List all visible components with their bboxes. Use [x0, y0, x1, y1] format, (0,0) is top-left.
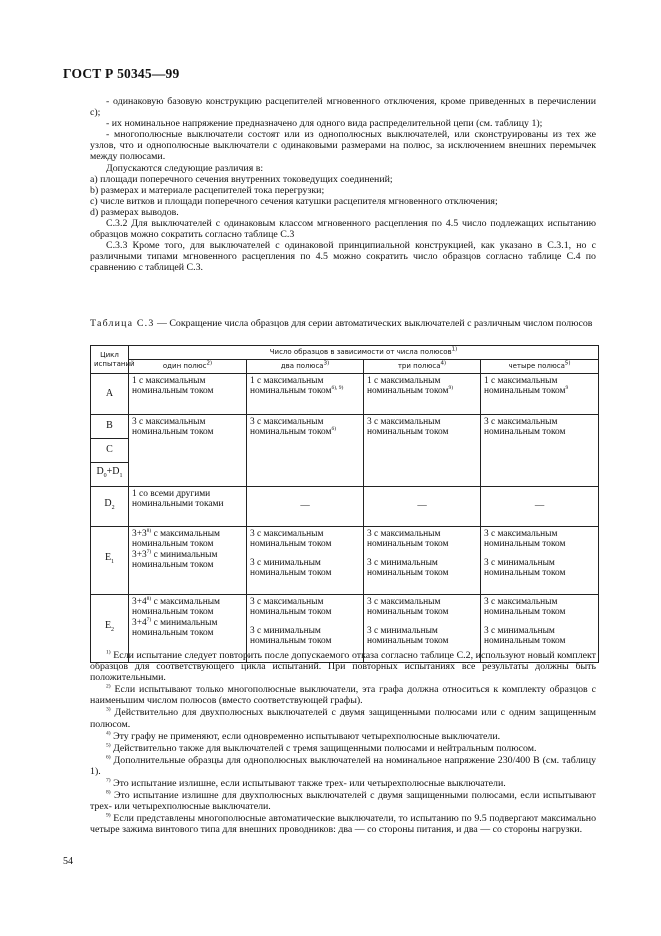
table-cell: 3 с максимальным номинальным током — [364, 415, 481, 487]
table-cell: 1 с максимальным номинальным током$^{6), 9)}$ — [247, 374, 364, 415]
footnote: $^{8)}$ Это испытание излишне для двухполюсных выключателей с двумя защищенными полюсами, если испытывают трех- или четырехполюсные выключатели. — [90, 789, 596, 813]
standard-header: ГОСТ Р 50345—99 — [63, 66, 180, 81]
table-row — [91, 415, 599, 439]
footnote: $^{3)}$ Действительно для двухполюсных выключателей с двумя защищенными полюсами или с одним защищенным полюсом. — [90, 707, 597, 730]
header-four-poles: четыре полюса$^{5)}$ — [481, 360, 599, 374]
difference-item: с) числе витков и площади поперечного сечения катушки расцепителя мгновенного отключения; — [90, 195, 498, 207]
footnote: $^{6)}$ Дополнительные образцы для однополюсных выключателей на номинальное напряжение 230/400 В (см. таблицу 1). — [90, 754, 597, 777]
table-cell: 3 с максимальным номинальным током$^{6)}$ — [247, 415, 364, 487]
table-cell: 3 с максимальным номинальным током 3 с минимальным номинальным током — [481, 527, 599, 595]
table-caption-label: Таблица С.3 — [90, 318, 155, 329]
header-two-poles: два полюса$^{3)}$ — [247, 360, 364, 374]
table-cell: 1 со всеми другими номинальными токами — [129, 487, 247, 527]
cycle-cell: $E_2$ — [91, 595, 129, 663]
table-cell: — — [481, 487, 599, 527]
samples-table — [90, 345, 599, 663]
table-row — [91, 374, 599, 415]
footnote: $^{4)}$ Эту графу не применяют, если одновременно испытывают четырехполюсные выключатели. — [106, 730, 501, 742]
clause-c33: С.3.3 Кроме того, для выключателей с одинаковой принципиальной конструкцией, как указано в С.3.1, но с различными типами мгновенного расцепления по 4.5 можно сократить число образцов согласно таблице С.4 по сравнению с таблицей С.3. — [90, 240, 596, 274]
table-cell: 3 с максимальным номинальным током 3 с минимальным номинальным током — [481, 595, 599, 663]
difference-item: b) размерах и материале расцепителей тока перегрузки; — [90, 184, 325, 196]
footnote: $^{1)}$ Если испытание следует повторить после допускаемого отказа согласно таблице С.2, используют новый комплект образцов для соответствующего цикла испытаний. При повторных испытаниях все результаты должны быть положительными. — [90, 649, 596, 684]
footnote: $^{2)}$ Если испытывают только многополюсные выключатели, эта графа должна относиться к комплекту образцов с наименьшим числом полюсов (вместо соответствующей графы). — [90, 683, 597, 707]
table-header-row — [91, 346, 599, 360]
table-caption-text: — Сокращение числа образцов для серии автоматических выключателей с различным числом полюсов — [154, 318, 593, 329]
table-cell: $3+4^{8)}$ с максимальным номинальным током $3+4^{7)}$ с минимальным номинальным током — [129, 595, 247, 663]
cycle-cell: $D_0+D_1$ — [91, 463, 129, 487]
difference-item: а) площади поперечного сечения внутренних токоведущих соединений; — [90, 173, 393, 185]
table-cell: — — [247, 487, 364, 527]
table-cell: 1 с максимальным номинальным током$^9$ — [481, 374, 599, 415]
table-cell: 1 с максимальным номинальным током — [129, 374, 247, 415]
page-number: 54 — [63, 856, 73, 867]
list-item: - их номинальное напряжение предназначено для одного вида распределительной цепи (см. таблицу 1); — [106, 118, 543, 130]
table-cell: 3 с максимальным номинальным током 3 с минимальным номинальным током — [364, 595, 481, 663]
table-cell: 3 с максимальным номинальным током 3 с минимальным номинальным током — [247, 527, 364, 595]
table-cell: 3 с максимальным номинальным током 3 с минимальным номинальным током — [364, 527, 481, 595]
table-cell: 3 с максимальным номинальным током 3 с минимальным номинальным током — [247, 595, 364, 663]
footnote: $^{7)}$ Это испытание излишне, если испытывают также трех- или четырехполюсные выключатели. — [106, 777, 506, 790]
table-header-row — [91, 360, 599, 374]
footnote: $^{9)}$ Если представлены многополюсные автоматические выключатели, то испытанию по 9.5 подвергают максимально четыре зажима винтового типа для внешних проводников: два — со стороны питания, и два — со стороны нагрузки. — [90, 813, 597, 836]
list-item: - одинаковую базовую конструкцию расцепителей мгновенного отключения, кроме приведенных в перечислении с); — [90, 96, 596, 119]
cycle-cell: A — [91, 374, 129, 415]
cycle-cell: B — [91, 415, 129, 439]
table-cell: 3 с максимальным номинальным током — [481, 415, 599, 487]
footnote: $^{5)}$ Действительно также для выключателей с тремя защищенными полюсами и нейтральным полюсом. — [106, 742, 537, 754]
table-cell: $3+3^{8)}$ с максимальным номинальным током $3+3^{7)}$ с минимальным номинальным током — [129, 527, 247, 595]
table-row — [91, 487, 599, 527]
list-item: - многополюсные выключатели состоят или из однополюсных выключателей, или сконструированы из тех же узлов, что и однополюсные выключатели с одинаковыми размерами на полюс, за исключением внешних перемычек между полюсами. — [90, 129, 596, 163]
cycle-cell: $D_2$ — [91, 487, 129, 527]
differences-intro: Допускаются следующие различия в: — [106, 162, 264, 174]
cycle-cell: $E_1$ — [91, 527, 129, 595]
table-row — [91, 527, 599, 595]
header-sample-count: Число образцов в зависимости от числа полюсов$^{1)}$ — [129, 346, 599, 360]
table-cell: 1 с максимальным номинальным током$^{9)}$ — [364, 374, 481, 415]
table-cell: — — [364, 487, 481, 527]
header-cycle: Цикл испытаний — [91, 346, 129, 374]
table-caption — [90, 318, 600, 329]
table-cell: 3 с максимальным номинальным током — [129, 415, 247, 487]
table-footnotes — [90, 650, 596, 837]
header-three-poles: три полюса$^{4)}$ — [364, 360, 481, 374]
body-text — [90, 96, 596, 274]
difference-item: d) размерах выводов. — [90, 206, 179, 218]
clause-c32: С.3.2 Для выключателей с одинаковым классом мгновенного расцепления по 4.5 число подлежащих испытанию образцов можно сократить согласно таблице С.3 — [90, 218, 596, 241]
cycle-cell: C — [91, 439, 129, 463]
header-one-pole: один полюс$^{2)}$ — [129, 360, 247, 374]
